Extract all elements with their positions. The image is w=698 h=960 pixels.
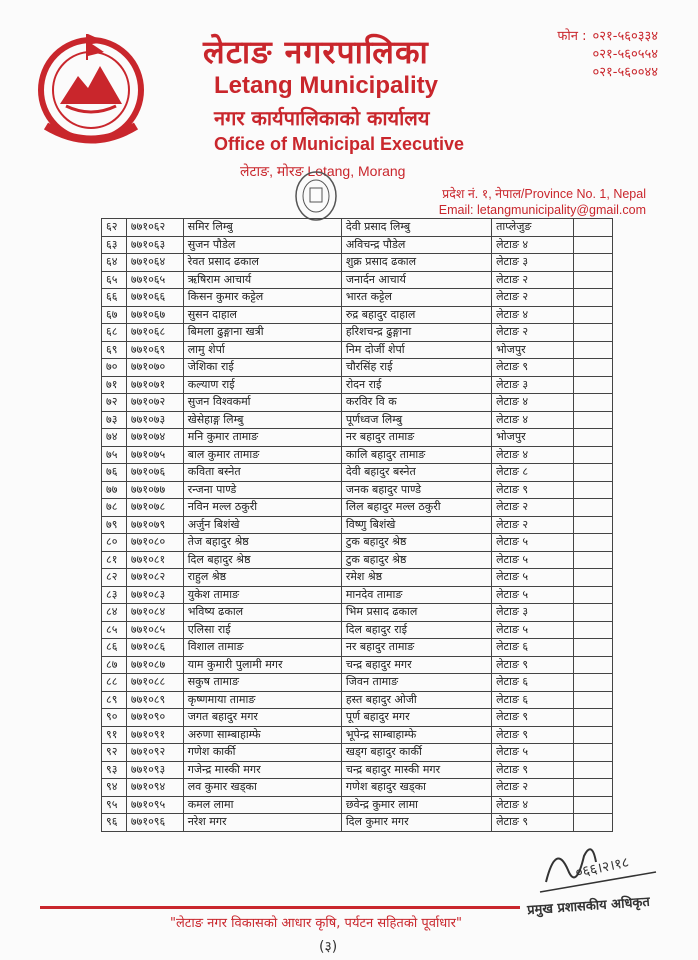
address-cell: लेटाङ २ bbox=[492, 324, 574, 342]
table-row bbox=[102, 341, 613, 359]
address-cell: लेटाङ ९ bbox=[492, 709, 574, 727]
remarks-cell bbox=[574, 586, 613, 604]
office-stamp bbox=[292, 168, 340, 224]
remarks-cell bbox=[574, 761, 613, 779]
father-name-cell: विष्णु बिशंखे bbox=[341, 516, 491, 534]
table-row bbox=[102, 639, 613, 657]
father-name-cell: गणेश बहादुर खड्का bbox=[341, 779, 491, 797]
registration-number-cell: ७७१०७२ bbox=[126, 394, 183, 412]
father-name-cell: रमेश श्रेष्ठ bbox=[341, 569, 491, 587]
father-name-cell: करविर वि क bbox=[341, 394, 491, 412]
name-cell: एलिसा राई bbox=[183, 621, 341, 639]
remarks-cell bbox=[574, 569, 613, 587]
name-cell: लामु शेर्पा bbox=[183, 341, 341, 359]
father-name-cell: चौरसिंह राई bbox=[341, 359, 491, 377]
table-body bbox=[102, 219, 613, 832]
table-row bbox=[102, 254, 613, 272]
father-name-cell: पूर्ण बहादुर मगर bbox=[341, 709, 491, 727]
registration-number-cell: ७७१०९० bbox=[126, 709, 183, 727]
address-cell: लेटाङ ३ bbox=[492, 254, 574, 272]
table-row bbox=[102, 709, 613, 727]
address-cell: लेटाङ ३ bbox=[492, 376, 574, 394]
address-cell: लेटाङ २ bbox=[492, 779, 574, 797]
name-cell: दिल बहादुर श्रेष्ठ bbox=[183, 551, 341, 569]
father-name-cell: टुक बहादुर श्रेष्ठ bbox=[341, 534, 491, 552]
table-row bbox=[102, 586, 613, 604]
remarks-cell bbox=[574, 219, 613, 237]
registration-number-cell: ७७१०९२ bbox=[126, 744, 183, 762]
table-row bbox=[102, 481, 613, 499]
remarks-cell bbox=[574, 639, 613, 657]
table-row bbox=[102, 814, 613, 832]
table-row bbox=[102, 621, 613, 639]
table-row bbox=[102, 219, 613, 237]
remarks-cell bbox=[574, 709, 613, 727]
registration-number-cell: ७७१०८९ bbox=[126, 691, 183, 709]
registration-number-cell: ७७१०८८ bbox=[126, 674, 183, 692]
serial-number-cell: ८५ bbox=[102, 621, 127, 639]
table-row bbox=[102, 796, 613, 814]
address-cell: लेटाङ २ bbox=[492, 289, 574, 307]
table-row bbox=[102, 656, 613, 674]
municipality-title-en: Letang Municipality bbox=[214, 72, 439, 99]
registration-number-cell: ७७१०९३ bbox=[126, 761, 183, 779]
serial-number-cell: ७७ bbox=[102, 481, 127, 499]
remarks-cell bbox=[574, 254, 613, 272]
registration-number-cell: ७७१०८७ bbox=[126, 656, 183, 674]
province-line: प्रदेश नं. १, नेपाल/Province No. 1, Nepal bbox=[442, 187, 646, 201]
father-name-cell: जिवन तामाङ bbox=[341, 674, 491, 692]
phone-number: ०२१-५६०३३४ bbox=[592, 29, 658, 44]
address-cell: लेटाङ ९ bbox=[492, 814, 574, 832]
name-cell: कल्याण राई bbox=[183, 376, 341, 394]
remarks-cell bbox=[574, 551, 613, 569]
registration-number-cell: ७७१०८६ bbox=[126, 639, 183, 657]
name-cell: सुजन पौडेल bbox=[183, 236, 341, 254]
registration-number-cell: ७७१०८२ bbox=[126, 569, 183, 587]
registration-number-cell: ७७१०९५ bbox=[126, 796, 183, 814]
father-name-cell: देवी बहादुर बस्नेत bbox=[341, 464, 491, 482]
table-row bbox=[102, 324, 613, 342]
phone-label: फोन : bbox=[557, 29, 587, 44]
name-cell: राहुल श्रेष्ठ bbox=[183, 569, 341, 587]
father-name-cell: चन्द्र बहादुर मास्की मगर bbox=[341, 761, 491, 779]
father-name-cell: टुक बहादुर श्रेष्ठ bbox=[341, 551, 491, 569]
table-row bbox=[102, 446, 613, 464]
father-name-cell: देवी प्रसाद लिम्बु bbox=[341, 219, 491, 237]
name-cell: लव कुमार खड्का bbox=[183, 779, 341, 797]
name-cell: ऋषिराम आचार्य bbox=[183, 271, 341, 289]
remarks-cell bbox=[574, 674, 613, 692]
registration-number-cell: ७७१०७७ bbox=[126, 481, 183, 499]
remarks-cell bbox=[574, 691, 613, 709]
email-line: Email: letangmunicipality@gmail.com bbox=[438, 203, 646, 217]
registration-number-cell: ७७१०८१ bbox=[126, 551, 183, 569]
father-name-cell: हरिशचन्द्र ढुङ्गाना bbox=[341, 324, 491, 342]
table-row bbox=[102, 516, 613, 534]
address-cell: लेटाङ ४ bbox=[492, 236, 574, 254]
remarks-cell bbox=[574, 516, 613, 534]
name-cell: नविन मल्ल ठकुरी bbox=[183, 499, 341, 517]
father-name-cell: खड्ग बहादुर कार्की bbox=[341, 744, 491, 762]
father-name-cell: पूर्णध्वज लिम्बु bbox=[341, 411, 491, 429]
registration-number-cell: ७७१०७८ bbox=[126, 499, 183, 517]
table-row bbox=[102, 271, 613, 289]
remarks-cell bbox=[574, 359, 613, 377]
office-title-np: नगर कार्यपालिकाको कार्यालय bbox=[214, 106, 430, 130]
table-row bbox=[102, 604, 613, 622]
father-name-cell: छवेन्द्र कुमार लामा bbox=[341, 796, 491, 814]
serial-number-cell: ६८ bbox=[102, 324, 127, 342]
address-cell: लेटाङ २ bbox=[492, 516, 574, 534]
name-cell: युकेश तामाङ bbox=[183, 586, 341, 604]
serial-number-cell: ८९ bbox=[102, 691, 127, 709]
remarks-cell bbox=[574, 376, 613, 394]
table-row bbox=[102, 779, 613, 797]
table-row bbox=[102, 394, 613, 412]
name-cell: जगत बहादुर मगर bbox=[183, 709, 341, 727]
table-row bbox=[102, 534, 613, 552]
remarks-cell bbox=[574, 481, 613, 499]
address-cell: भोजपुर bbox=[492, 429, 574, 447]
address-cell: लेटाङ ४ bbox=[492, 796, 574, 814]
registration-number-cell: ७७१०६५ bbox=[126, 271, 183, 289]
footer-motto: "लेटाङ नगर विकासको आधार कृषि, पर्यटन सहितको पूर्वाधार" bbox=[170, 916, 462, 931]
registration-number-cell: ७७१०८० bbox=[126, 534, 183, 552]
address-cell: लेटाङ ४ bbox=[492, 394, 574, 412]
father-name-cell: चन्द्र बहादुर मगर bbox=[341, 656, 491, 674]
remarks-cell bbox=[574, 796, 613, 814]
father-name-cell: मानदेव तामाङ bbox=[341, 586, 491, 604]
address-cell: ताप्लेजुङ bbox=[492, 219, 574, 237]
name-cell: कमल लामा bbox=[183, 796, 341, 814]
father-name-cell: हस्त बहादुर ओजी bbox=[341, 691, 491, 709]
serial-number-cell: ६३ bbox=[102, 236, 127, 254]
page-number: (३) bbox=[319, 939, 338, 955]
address-cell: लेटाङ ८ bbox=[492, 464, 574, 482]
office-title-en: Office of Municipal Executive bbox=[214, 134, 465, 154]
remarks-cell bbox=[574, 604, 613, 622]
address-cell: लेटाङ ५ bbox=[492, 744, 574, 762]
registration-number-cell: ७७१०८४ bbox=[126, 604, 183, 622]
remarks-cell bbox=[574, 534, 613, 552]
name-cell: रेवत प्रसाद ढकाल bbox=[183, 254, 341, 272]
address-cell: लेटाङ ६ bbox=[492, 639, 574, 657]
father-name-cell: निम दोर्जी शेर्पा bbox=[341, 341, 491, 359]
address-cell: लेटाङ ५ bbox=[492, 551, 574, 569]
serial-number-cell: ६२ bbox=[102, 219, 127, 237]
address-cell: लेटाङ ४ bbox=[492, 446, 574, 464]
father-name-cell: भूपेन्द्र साम्बाहाम्फे bbox=[341, 726, 491, 744]
name-cell: रन्जना पाण्डे bbox=[183, 481, 341, 499]
remarks-cell bbox=[574, 306, 613, 324]
registration-number-cell: ७७१०७१ bbox=[126, 376, 183, 394]
table-row bbox=[102, 744, 613, 762]
father-name-cell: दिल कुमार मगर bbox=[341, 814, 491, 832]
serial-number-cell: ८३ bbox=[102, 586, 127, 604]
remarks-cell bbox=[574, 429, 613, 447]
table-row bbox=[102, 551, 613, 569]
table-row bbox=[102, 569, 613, 587]
father-name-cell: शुक्र प्रसाद ढकाल bbox=[341, 254, 491, 272]
address-cell: लेटाङ ९ bbox=[492, 761, 574, 779]
name-cell: सकुष तामाङ bbox=[183, 674, 341, 692]
father-name-cell: जनार्दन आचार्य bbox=[341, 271, 491, 289]
serial-number-cell: ७९ bbox=[102, 516, 127, 534]
registration-number-cell: ७७१०७५ bbox=[126, 446, 183, 464]
address-cell: लेटाङ ९ bbox=[492, 656, 574, 674]
address: लेटाङ, मोरङ Letang, Morang bbox=[240, 163, 406, 179]
table-row bbox=[102, 674, 613, 692]
table-row bbox=[102, 761, 613, 779]
address-cell: लेटाङ ६ bbox=[492, 674, 574, 692]
phone-number: ०२१-५६००४४ bbox=[592, 65, 658, 80]
address-cell: लेटाङ ५ bbox=[492, 569, 574, 587]
name-cell: कविता बस्नेत bbox=[183, 464, 341, 482]
table-row bbox=[102, 376, 613, 394]
municipality-title-np: लेटाङ नगरपालिका bbox=[203, 33, 429, 71]
remarks-cell bbox=[574, 464, 613, 482]
table-row bbox=[102, 236, 613, 254]
serial-number-cell: ७१ bbox=[102, 376, 127, 394]
remarks-cell bbox=[574, 779, 613, 797]
registration-number-cell: ७७१०६९ bbox=[126, 341, 183, 359]
registration-number-cell: ७७१०८३ bbox=[126, 586, 183, 604]
registration-number-cell: ७७१०९६ bbox=[126, 814, 183, 832]
serial-number-cell: ७३ bbox=[102, 411, 127, 429]
address-cell: लेटाङ ३ bbox=[492, 604, 574, 622]
registration-number-cell: ७७१०७९ bbox=[126, 516, 183, 534]
serial-number-cell: ८२ bbox=[102, 569, 127, 587]
table-row bbox=[102, 289, 613, 307]
remarks-cell bbox=[574, 289, 613, 307]
table-row bbox=[102, 691, 613, 709]
registration-number-cell: ७७१०६७ bbox=[126, 306, 183, 324]
name-cell: भविष्य ढकाल bbox=[183, 604, 341, 622]
name-cell: सुसन दाहाल bbox=[183, 306, 341, 324]
phone-block bbox=[557, 28, 658, 82]
serial-number-cell: ६७ bbox=[102, 306, 127, 324]
registration-number-cell: ७७१०६३ bbox=[126, 236, 183, 254]
name-cell: सुजन विश्वकर्मा bbox=[183, 394, 341, 412]
father-name-cell: भिम प्रसाद ढकाल bbox=[341, 604, 491, 622]
serial-number-cell: ९२ bbox=[102, 744, 127, 762]
name-cell: बाल कुमार तामाङ bbox=[183, 446, 341, 464]
address-cell: लेटाङ ४ bbox=[492, 306, 574, 324]
registration-number-cell: ७७१०८५ bbox=[126, 621, 183, 639]
serial-number-cell: ८० bbox=[102, 534, 127, 552]
serial-number-cell: ८६ bbox=[102, 639, 127, 657]
serial-number-cell: ८१ bbox=[102, 551, 127, 569]
address-cell: लेटाङ ६ bbox=[492, 691, 574, 709]
name-cell: याम कुमारी पुलामी मगर bbox=[183, 656, 341, 674]
father-name-cell: नर बहादुर तामाङ bbox=[341, 639, 491, 657]
serial-number-cell: ९१ bbox=[102, 726, 127, 744]
name-cell: जेशिका राई bbox=[183, 359, 341, 377]
municipality-emblem bbox=[36, 28, 146, 148]
signature-date: ०६६।२।१८ bbox=[574, 854, 631, 882]
registration-number-cell: ७७१०६८ bbox=[126, 324, 183, 342]
remarks-cell bbox=[574, 621, 613, 639]
serial-number-cell: ९६ bbox=[102, 814, 127, 832]
address-cell: लेटाङ ४ bbox=[492, 411, 574, 429]
remarks-cell bbox=[574, 236, 613, 254]
serial-number-cell: ७६ bbox=[102, 464, 127, 482]
table-row bbox=[102, 726, 613, 744]
serial-number-cell: ७२ bbox=[102, 394, 127, 412]
registration-number-cell: ७७१०६२ bbox=[126, 219, 183, 237]
serial-number-cell: ७८ bbox=[102, 499, 127, 517]
name-cell: तेज बहादुर श्रेष्ठ bbox=[183, 534, 341, 552]
name-cell: नरेश मगर bbox=[183, 814, 341, 832]
serial-number-cell: ७४ bbox=[102, 429, 127, 447]
serial-number-cell: ८८ bbox=[102, 674, 127, 692]
serial-number-cell: ६९ bbox=[102, 341, 127, 359]
table-row bbox=[102, 499, 613, 517]
address-cell: लेटाङ ५ bbox=[492, 534, 574, 552]
name-cell: अरुणा साम्बाहाम्फे bbox=[183, 726, 341, 744]
serial-number-cell: ६६ bbox=[102, 289, 127, 307]
name-cell: बिमला ढुङ्गाना खत्री bbox=[183, 324, 341, 342]
serial-number-cell: ६४ bbox=[102, 254, 127, 272]
address-cell: लेटाङ ५ bbox=[492, 621, 574, 639]
registration-number-cell: ७७१०७६ bbox=[126, 464, 183, 482]
registration-number-cell: ७७१०९१ bbox=[126, 726, 183, 744]
registration-number-cell: ७७१०७३ bbox=[126, 411, 183, 429]
name-cell: गणेश कार्की bbox=[183, 744, 341, 762]
remarks-cell bbox=[574, 814, 613, 832]
father-name-cell: रुद्र बहादुर दाहाल bbox=[341, 306, 491, 324]
remarks-cell bbox=[574, 271, 613, 289]
serial-number-cell: ६५ bbox=[102, 271, 127, 289]
remarks-cell bbox=[574, 446, 613, 464]
table-row bbox=[102, 411, 613, 429]
registration-number-cell: ७७१०६४ bbox=[126, 254, 183, 272]
serial-number-cell: ७५ bbox=[102, 446, 127, 464]
name-cell: खेसेहाङ्ग लिम्बु bbox=[183, 411, 341, 429]
father-name-cell: भारत कट्टेल bbox=[341, 289, 491, 307]
signer-title: प्रमुख प्रशासकीय अधिकृत bbox=[526, 894, 651, 919]
remarks-cell bbox=[574, 744, 613, 762]
table-row bbox=[102, 464, 613, 482]
name-cell: कृष्णमाया तामाङ bbox=[183, 691, 341, 709]
name-cell: विशाल तामाङ bbox=[183, 639, 341, 657]
remarks-cell bbox=[574, 394, 613, 412]
serial-number-cell: ९५ bbox=[102, 796, 127, 814]
serial-number-cell: ९४ bbox=[102, 779, 127, 797]
name-cell: किसन कुमार कट्टेल bbox=[183, 289, 341, 307]
remarks-cell bbox=[574, 341, 613, 359]
address-cell: लेटाङ २ bbox=[492, 271, 574, 289]
table-row bbox=[102, 429, 613, 447]
table-row bbox=[102, 306, 613, 324]
phone-number: ०२१-५६०५५४ bbox=[592, 47, 658, 62]
remarks-cell bbox=[574, 411, 613, 429]
name-cell: गजेन्द्र मास्की मगर bbox=[183, 761, 341, 779]
serial-number-cell: ९० bbox=[102, 709, 127, 727]
address-cell: लेटाङ ९ bbox=[492, 481, 574, 499]
registration-number-cell: ७७१०७४ bbox=[126, 429, 183, 447]
serial-number-cell: ९३ bbox=[102, 761, 127, 779]
father-name-cell: नर बहादुर तामाङ bbox=[341, 429, 491, 447]
serial-number-cell: ७० bbox=[102, 359, 127, 377]
footer-divider bbox=[40, 906, 520, 909]
father-name-cell: रोदन राई bbox=[341, 376, 491, 394]
remarks-cell bbox=[574, 656, 613, 674]
remarks-cell bbox=[574, 324, 613, 342]
beneficiary-table bbox=[101, 218, 613, 832]
address-cell: भोजपुर bbox=[492, 341, 574, 359]
remarks-cell bbox=[574, 726, 613, 744]
address-cell: लेटाङ ९ bbox=[492, 726, 574, 744]
remarks-cell bbox=[574, 499, 613, 517]
father-name-cell: जनक बहादुर पाण्डे bbox=[341, 481, 491, 499]
serial-number-cell: ८७ bbox=[102, 656, 127, 674]
address-cell: लेटाङ ९ bbox=[492, 359, 574, 377]
name-cell: समिर लिम्बु bbox=[183, 219, 341, 237]
address-cell: लेटाङ २ bbox=[492, 499, 574, 517]
father-name-cell: दिल बहादुर राई bbox=[341, 621, 491, 639]
registration-number-cell: ७७१०७० bbox=[126, 359, 183, 377]
name-cell: मनि कुमार तामाङ bbox=[183, 429, 341, 447]
registration-number-cell: ७७१०६६ bbox=[126, 289, 183, 307]
name-cell: अर्जुन बिशंखे bbox=[183, 516, 341, 534]
address-cell: लेटाङ ५ bbox=[492, 586, 574, 604]
serial-number-cell: ८४ bbox=[102, 604, 127, 622]
father-name-cell: अविचन्द्र पौडेल bbox=[341, 236, 491, 254]
registration-number-cell: ७७१०९४ bbox=[126, 779, 183, 797]
father-name-cell: कालि बहादुर तामाङ bbox=[341, 446, 491, 464]
father-name-cell: लिल बहादुर मल्ल ठकुरी bbox=[341, 499, 491, 517]
table-row bbox=[102, 359, 613, 377]
